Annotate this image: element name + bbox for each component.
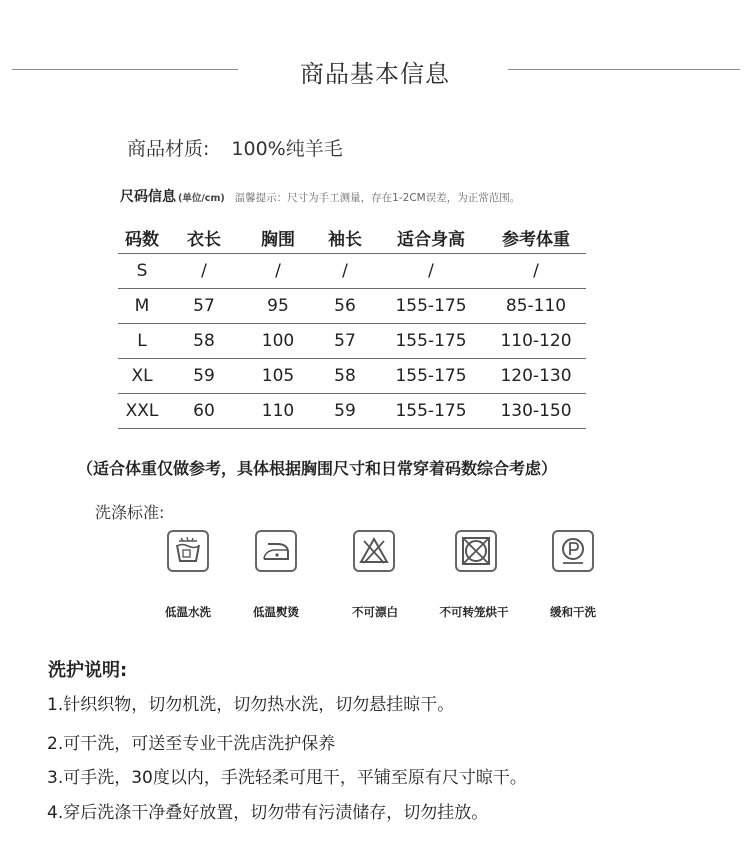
- cell-weight: /: [486, 254, 586, 289]
- cell-height: 155-175: [376, 359, 486, 394]
- wash-standard-label: 洗涤标准:: [95, 503, 165, 522]
- header-weight: 参考体重: [486, 222, 586, 254]
- gentle-dry-clean-icon: [552, 530, 594, 572]
- cell-size: S: [118, 254, 166, 289]
- size-table-header-row: [118, 222, 586, 254]
- cell-size: M: [118, 289, 166, 324]
- header-chest: 胸围: [242, 222, 314, 254]
- size-info-title: 尺码信息: [120, 189, 176, 205]
- size-info-unit: (单位/cm): [178, 193, 225, 204]
- table-row: [118, 324, 586, 359]
- care-caption: 不可漂白: [352, 605, 398, 619]
- cell-height: 155-175: [376, 394, 486, 429]
- table-row: [118, 394, 586, 429]
- page-title: 商品基本信息: [300, 60, 450, 88]
- care-instruction-item: 4.穿后洗涤干净叠好放置，切勿带有污渍储存，切勿挂放。: [47, 803, 489, 823]
- cell-length: 60: [166, 394, 242, 429]
- cell-length: 59: [166, 359, 242, 394]
- header-sleeve: 袖长: [314, 222, 376, 254]
- no-bleach-icon: [353, 530, 395, 572]
- cell-sleeve: /: [314, 254, 376, 289]
- care-instruction-item: 1.针织织物，切勿机洗，切勿热水洗，切勿悬挂晾干。: [47, 695, 455, 715]
- cell-size: XL: [118, 359, 166, 394]
- header-height: 适合身高: [376, 222, 486, 254]
- care-caption: 低温水洗: [165, 605, 211, 619]
- care-instruction-item: 2.可干洗，可送至专业干洗店洗护保养: [47, 734, 336, 754]
- cell-height: 155-175: [376, 289, 486, 324]
- table-row: [118, 254, 586, 289]
- cell-weight: 120-130: [486, 359, 586, 394]
- low-temp-iron-icon: [255, 530, 297, 572]
- header-length: 衣长: [166, 222, 242, 254]
- size-info-tip: 温馨提示：尺寸为手工测量，存在1-2CM误差，为正常范围。: [234, 192, 521, 204]
- low-temp-wash-icon: [167, 530, 209, 572]
- cell-sleeve: 57: [314, 324, 376, 359]
- cell-size: XXL: [118, 394, 166, 429]
- material-line: [127, 134, 343, 161]
- care-instruction-item: 3.可手洗，30度以内，手洗轻柔可甩干，平铺至原有尺寸晾干。: [47, 768, 527, 788]
- cell-weight: 130-150: [486, 394, 586, 429]
- cell-sleeve: 59: [314, 394, 376, 429]
- cell-chest: 110: [242, 394, 314, 429]
- care-caption: 缓和干洗: [550, 605, 596, 619]
- table-row: [118, 289, 586, 324]
- cell-chest: 100: [242, 324, 314, 359]
- cell-chest: 105: [242, 359, 314, 394]
- material-value: 100%纯羊毛: [231, 138, 343, 160]
- size-info-header: [120, 186, 520, 206]
- cell-weight: 110-120: [486, 324, 586, 359]
- cell-length: 57: [166, 289, 242, 324]
- table-row: [118, 359, 586, 394]
- cell-size: L: [118, 324, 166, 359]
- size-table: [118, 222, 586, 429]
- no-tumble-dry-icon: [455, 530, 497, 572]
- cell-length: 58: [166, 324, 242, 359]
- header-size: 码数: [118, 222, 166, 254]
- care-caption: 低温熨烫: [253, 605, 299, 619]
- weight-note: （适合体重仅做参考，具体根据胸围尺寸和日常穿着码数综合考虑）: [77, 459, 558, 478]
- cell-sleeve: 58: [314, 359, 376, 394]
- cell-length: /: [166, 254, 242, 289]
- material-label: 商品材质:: [127, 138, 210, 160]
- cell-chest: 95: [242, 289, 314, 324]
- care-caption: 不可转笼烘干: [439, 605, 509, 619]
- cell-height: /: [376, 254, 486, 289]
- care-instructions-title: 洗护说明:: [48, 660, 128, 681]
- cell-chest: /: [242, 254, 314, 289]
- cell-height: 155-175: [376, 324, 486, 359]
- cell-sleeve: 56: [314, 289, 376, 324]
- cell-weight: 85-110: [486, 289, 586, 324]
